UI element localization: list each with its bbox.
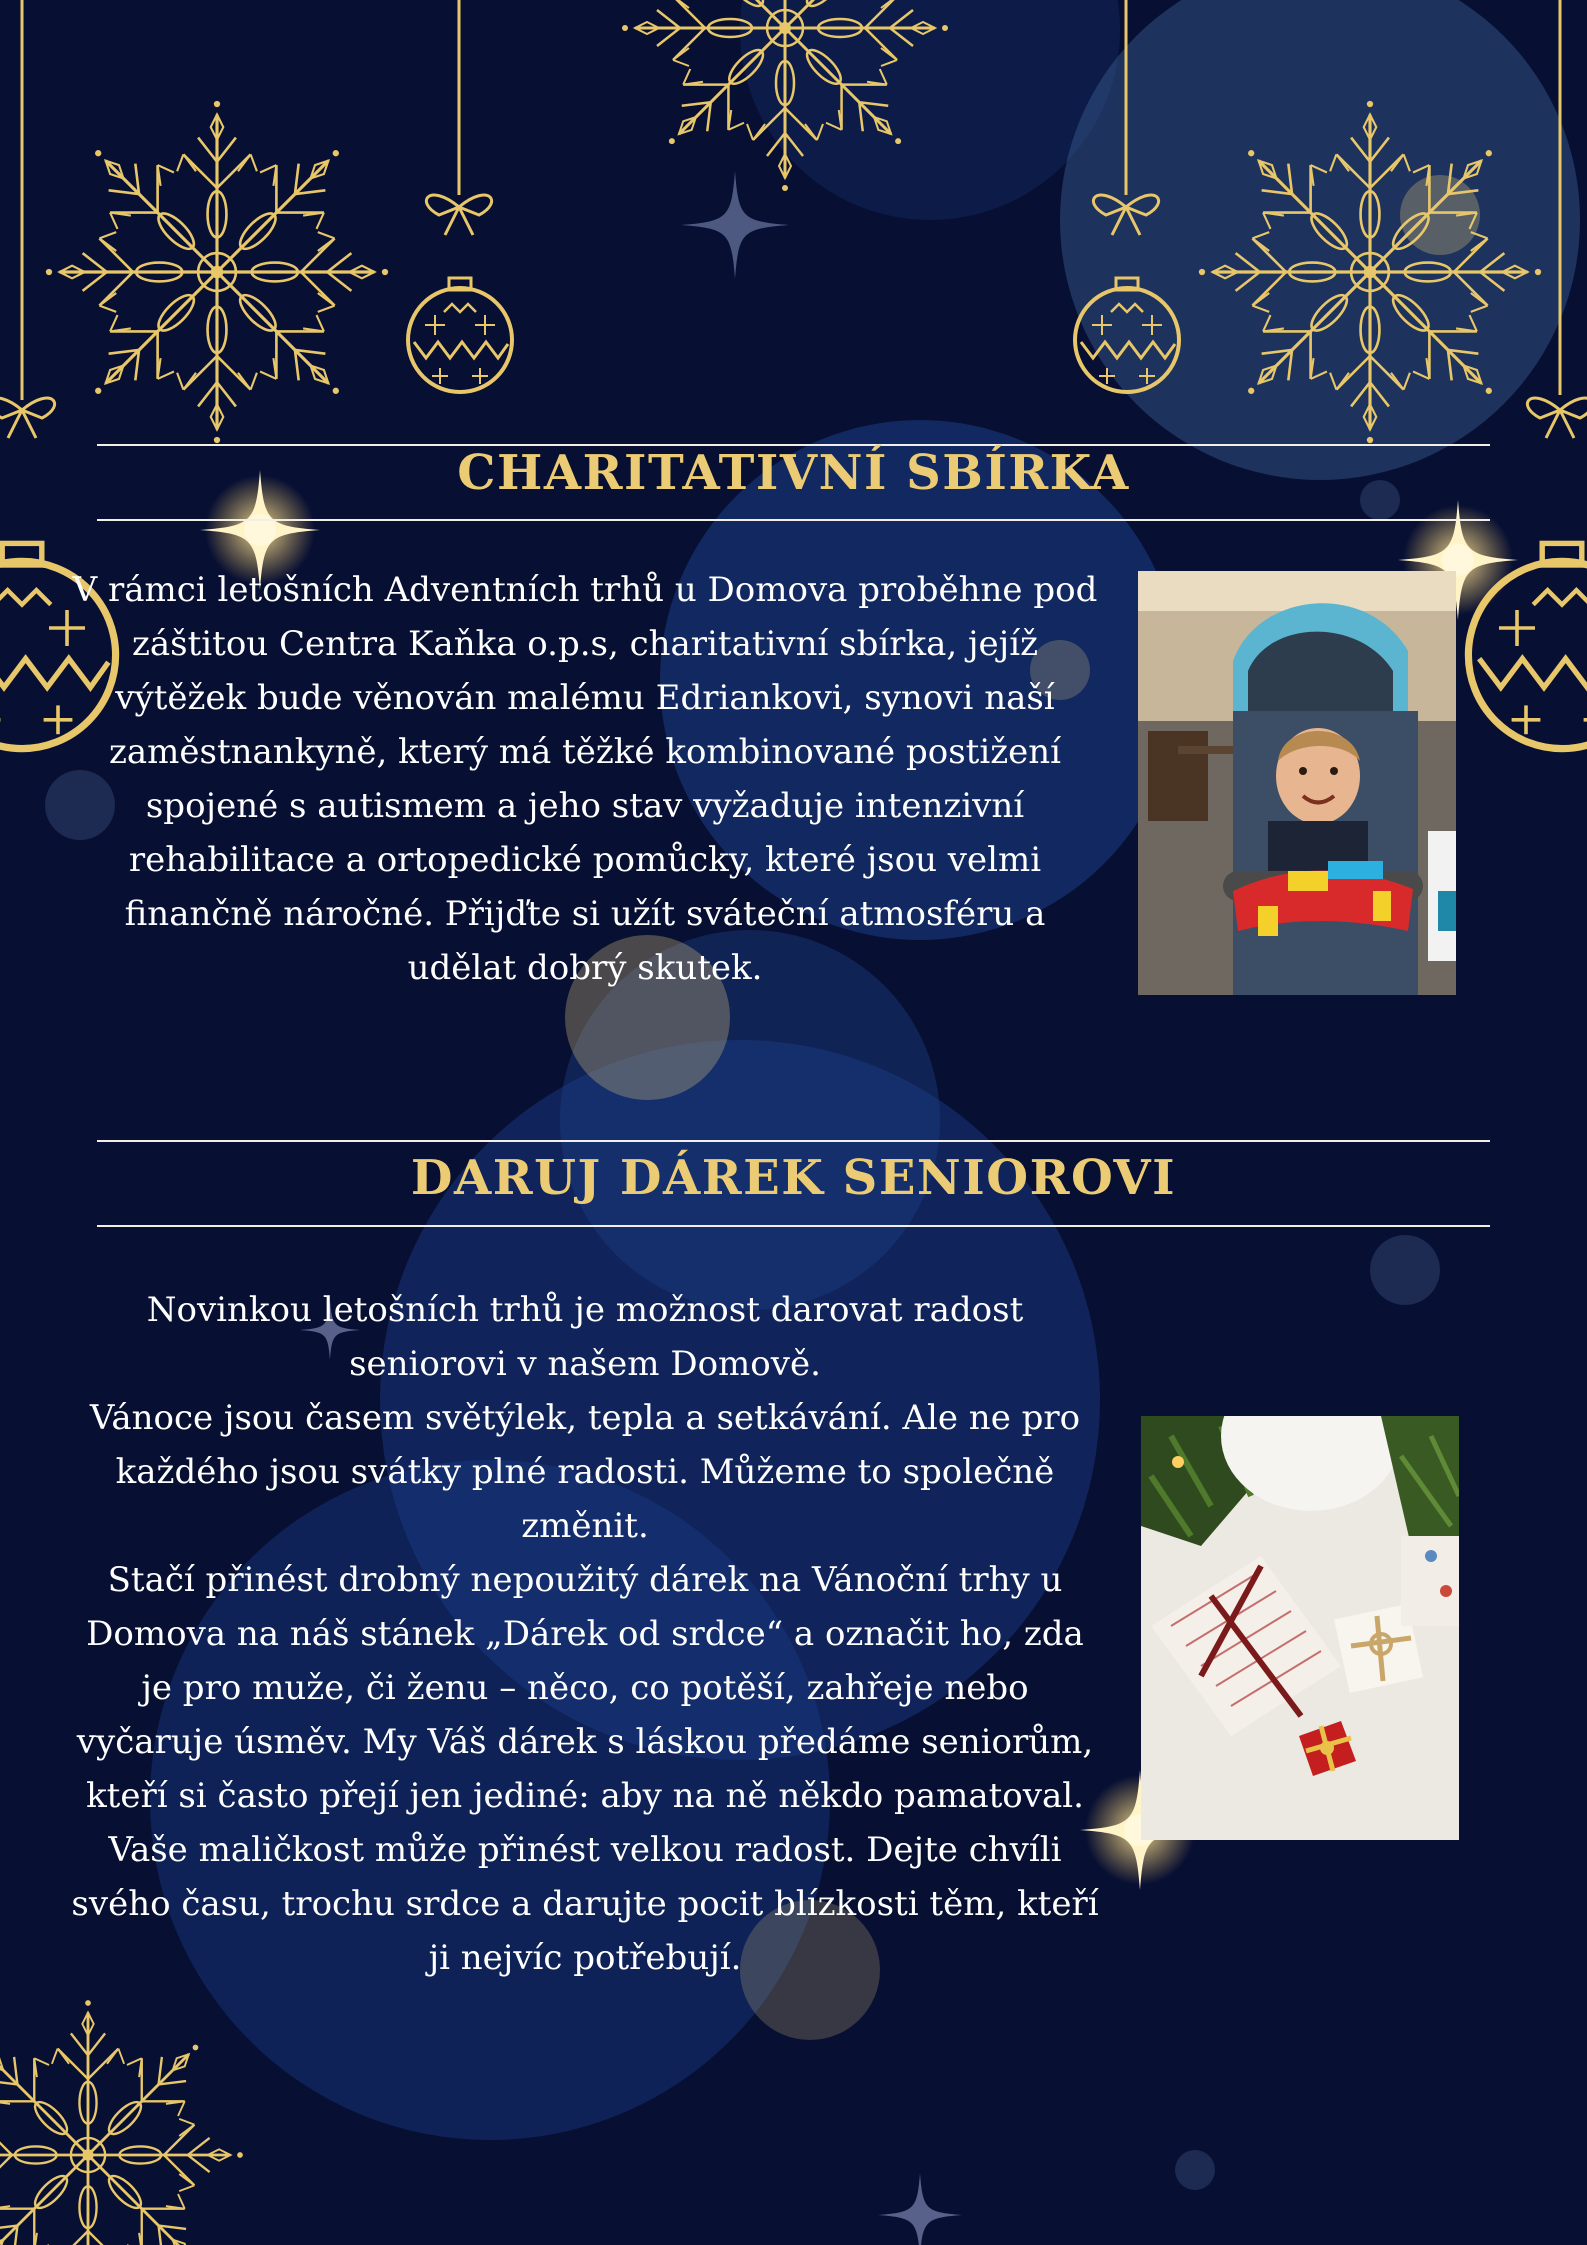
child-photo <box>1138 571 1456 995</box>
gifts-photo <box>1141 1416 1459 1840</box>
bauble-ornament-icon <box>1075 278 1179 392</box>
bauble-ornament-icon <box>426 195 491 235</box>
snowflake-icon <box>46 101 388 443</box>
gift-paragraphs <box>70 1283 1100 1985</box>
gift-paragraph: Stačí přinést drobný nepoužitý dárek na Vánoční trhy u Domova na náš stánek „Dárek od srdce“ a označit ho, zda je pro muže, či ženu – něco, co potěší, zahřeje nebo vyčaruje úsměv. My Váš dárek s láskou předáme seniorům, kteří si často přejí jen jediné: aby na ně někdo pamatoval. <box>76 1560 1094 1816</box>
bauble-ornament-icon <box>408 278 512 392</box>
snowflake-icon <box>622 0 948 191</box>
section-title-charity: CHARITATIVNÍ SBÍRKA <box>457 445 1130 501</box>
gift-paragraph: Vaše maličkost může přinést velkou radost. Dejte chvíli svého času, trochu srdce a darujte pocit blízkosti těm, kteří ji nejvíc potřebují. <box>71 1830 1099 1978</box>
snowflake-icon <box>1199 101 1541 443</box>
charity-paragraph: V rámci letošních Adventních trhů u Domova proběhne pod záštitou Centra Kaňka o.p.s, charitativní sbírka, jejíž výtěžek bude věnován malému Edriankovi, synovi naší zaměstnankyně, který má těžké kombinované postižení spojené s autismem a jeho stav vyžaduje intenzivní rehabilitace a ortopedické pomůcky, které jsou velmi finančně náročné. Přijďte si užít sváteční atmosféru a udělat dobrý skutek. <box>72 570 1098 988</box>
section-divider <box>97 1225 1490 1227</box>
section-title-gift: DARUJ DÁREK SENIOROVI <box>410 1150 1177 1206</box>
snowflake-icon <box>0 2000 243 2245</box>
section-divider <box>97 519 1490 521</box>
gift-paragraph: Vánoce jsou časem světýlek, tepla a setkávání. Ale ne pro každého jsou svátky plné radosti. Můžeme to společně změnit. <box>89 1398 1081 1546</box>
bauble-ornament-icon <box>1527 398 1587 438</box>
bauble-ornament-icon <box>1093 195 1158 235</box>
gift-paragraph: Novinkou letošních trhů je možnost darovat radost seniorovi v našem Domově. <box>146 1290 1024 1384</box>
sparkle-icon <box>681 171 789 279</box>
sparkle-icon <box>878 2173 962 2245</box>
bauble-ornament-icon <box>0 398 55 438</box>
section-divider <box>97 1140 1490 1142</box>
